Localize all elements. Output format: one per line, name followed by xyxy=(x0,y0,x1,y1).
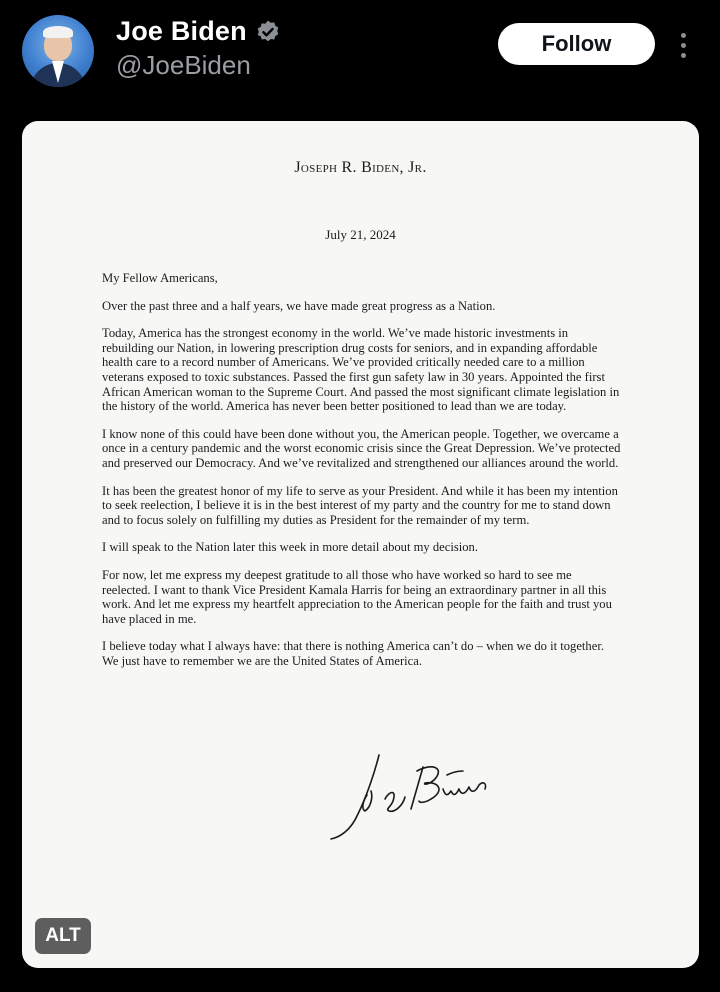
author-name[interactable]: Joe Biden xyxy=(116,16,247,46)
avatar-hair xyxy=(43,26,73,38)
letter-paragraph: Today, America has the strongest economy in the world. We’ve made historic investments in rebuilding our Nation, in lowering prescription drug costs for seniors, and in expanding affordable health care to a record number of Americans. We’ve provided critically needed care to a million veterans exposed to toxic substances. Passed the first gun safety law in 30 years. Appointed the first African American woman to the Supreme Court. And passed the most significant climate legislation in the history of the world. America has never been better positioned to lead than we are today. xyxy=(102,326,620,414)
author-name-row xyxy=(116,16,281,47)
letter-document xyxy=(22,121,699,968)
letter-paragraph: It has been the greatest honor of my life to serve as your President. And while it has been my intention to seek reelection, I believe it is in the best interest of my party and the country for me to stand down and to focus solely on fulfilling my duties as President for the remainder of my term. xyxy=(102,483,618,527)
post-image[interactable] xyxy=(22,121,699,968)
post-header xyxy=(0,0,720,110)
verified-badge-icon xyxy=(255,19,281,45)
signature xyxy=(327,751,497,841)
letter-paragraph: I believe today what I always have: that there is nothing America can’t do – when we do it together. We just have to remember we are the United States of America. xyxy=(102,639,604,668)
letter-date: July 21, 2024 xyxy=(325,227,396,242)
follow-button[interactable]: Follow xyxy=(498,23,655,65)
letter-body xyxy=(102,271,622,681)
letter-paragraph: I know none of this could have been done without you, the American people. Together, we overcame a once in a century pandemic and the worst economic crisis since the Great Depression. We’ve protected and preserved our Democracy. And we’ve revitalized and strengthened our alliances around the world. xyxy=(102,426,621,470)
more-options-icon[interactable] xyxy=(676,31,690,61)
avatar[interactable] xyxy=(22,15,94,87)
letter-salutation: My Fellow Americans, xyxy=(102,271,218,285)
letterhead xyxy=(22,159,699,177)
letterhead-text: Joseph R. Biden, Jr. xyxy=(294,159,427,176)
letter-paragraph: Over the past three and a half years, we have made great progress as a Nation. xyxy=(102,298,496,313)
letter-paragraph: I will speak to the Nation later this week in more detail about my decision. xyxy=(102,540,478,555)
author-handle[interactable]: @JoeBiden xyxy=(116,50,251,80)
letter-paragraph: For now, let me express my deepest gratitude to all those who have worked so hard to see me reelected. I want to thank Vice President Kamala Harris for being an extraordinary partner in all this work. And let me express my heartfelt appreciation to the American people for the faith and trust you have placed in me. xyxy=(102,567,612,626)
alt-text-button[interactable]: ALT xyxy=(35,918,91,954)
